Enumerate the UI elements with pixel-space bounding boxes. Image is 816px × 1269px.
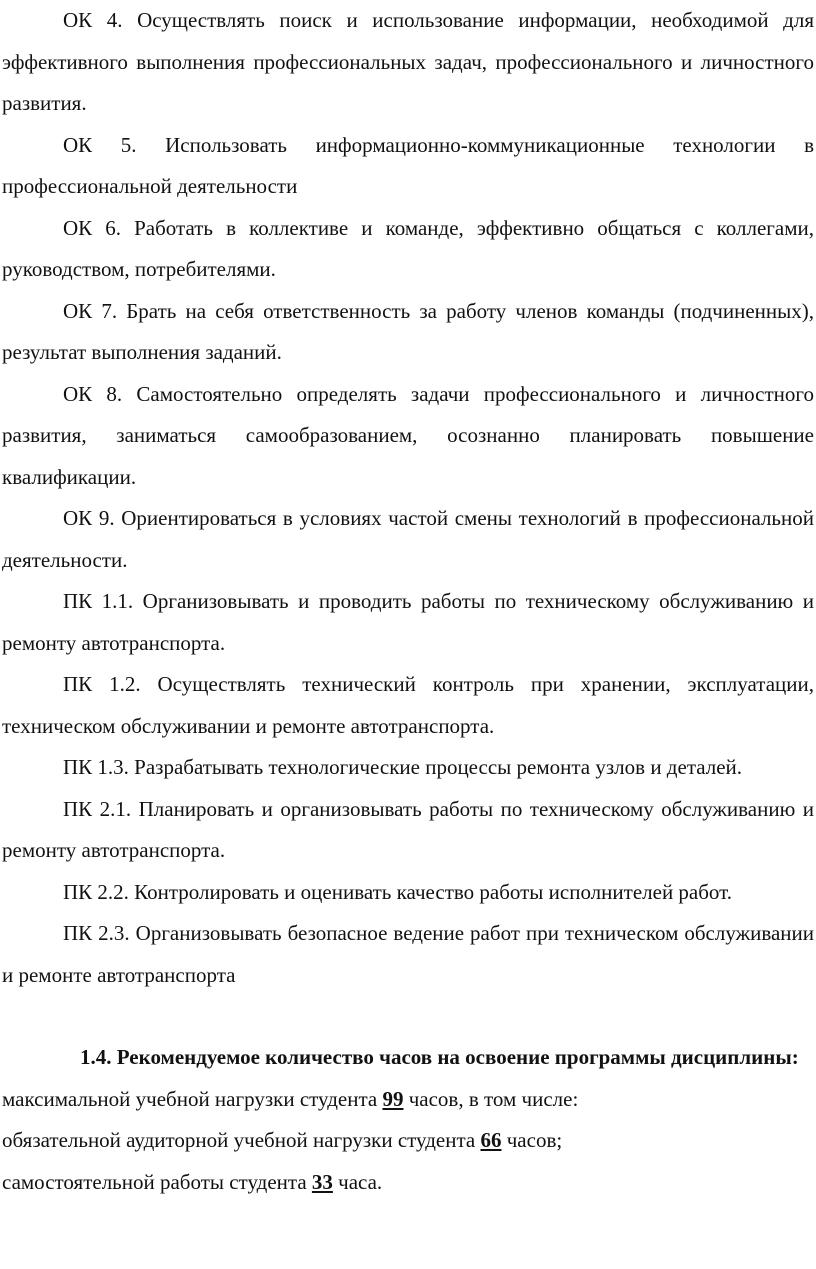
section-heading: 1.4. Рекомендуемое количество часов на освоение программы дисциплины: — [80, 1045, 799, 1069]
competency-pk2-2: ПК 2.2. Контролировать и оценивать качество работы исполнителей работ. — [63, 879, 733, 904]
competency-ok9: ОК 9. Ориентироваться в условиях частой смены технологий в профессиональной деятельности. — [2, 506, 814, 572]
competency-pk2-1: ПК 2.1. Планировать и организовывать работы по техническому обслуживанию и ремонту автотранспорта. — [2, 796, 814, 862]
classroom-load-prefix: обязательной аудиторной учебной нагрузки студента — [2, 1128, 481, 1152]
competency-pk1-1: ПК 1.1. Организовывать и проводить работы по техническому обслуживанию и ремонту автотранспорта. — [2, 589, 814, 655]
competency-ok4: ОК 4. Осуществлять поиск и использование информации, необходимой для эффективного выполнения профессиональных задач, профессионального и личностного развития. — [2, 8, 814, 115]
section-spacer — [2, 996, 814, 1037]
competency-ok6: ОК 6. Работать в коллективе и команде, эффективно общаться с коллегами, руководством, потребителями. — [2, 215, 814, 281]
max-load-suffix: часов, в том числе: — [403, 1086, 579, 1111]
self-study-prefix: самостоятельной работы студента — [2, 1169, 312, 1194]
max-load-prefix: максимальной учебной нагрузки студента — [2, 1086, 383, 1111]
competency-ok5: ОК 5. Использовать информационно-коммуникационные технологии в профессиональной деятельности — [2, 132, 814, 198]
classroom-load-suffix: часов; — [501, 1128, 563, 1152]
competency-pk1-2: ПК 1.2. Осуществлять технический контроль при хранении, эксплуатации, техническом обслуживании и ремонте автотранспорта. — [2, 672, 814, 738]
self-study-suffix: часа. — [332, 1169, 383, 1194]
competency-pk2-3: ПК 2.3. Организовывать безопасное ведение работ при техническом обслуживании и ремонте автотранспорта — [2, 921, 814, 987]
competency-ok7: ОК 7. Брать на себя ответственность за работу членов команды (подчиненных), результат выполнения заданий. — [2, 298, 814, 364]
competency-ok8: ОК 8. Самостоятельно определять задачи профессионального и личностного развития, заниматься самообразованием, осознанно планировать повышение квалификации. — [2, 381, 814, 489]
self-study-line — [2, 1162, 814, 1204]
classroom-load-line — [2, 1120, 814, 1162]
self-study-value: 33 — [311, 1169, 333, 1194]
classroom-load-value: 66 — [480, 1128, 502, 1152]
max-load-line — [2, 1079, 814, 1121]
competency-pk1-3: ПК 1.3. Разрабатывать технологические процессы ремонта узлов и деталей. — [63, 755, 743, 779]
max-load-value: 99 — [382, 1086, 404, 1111]
